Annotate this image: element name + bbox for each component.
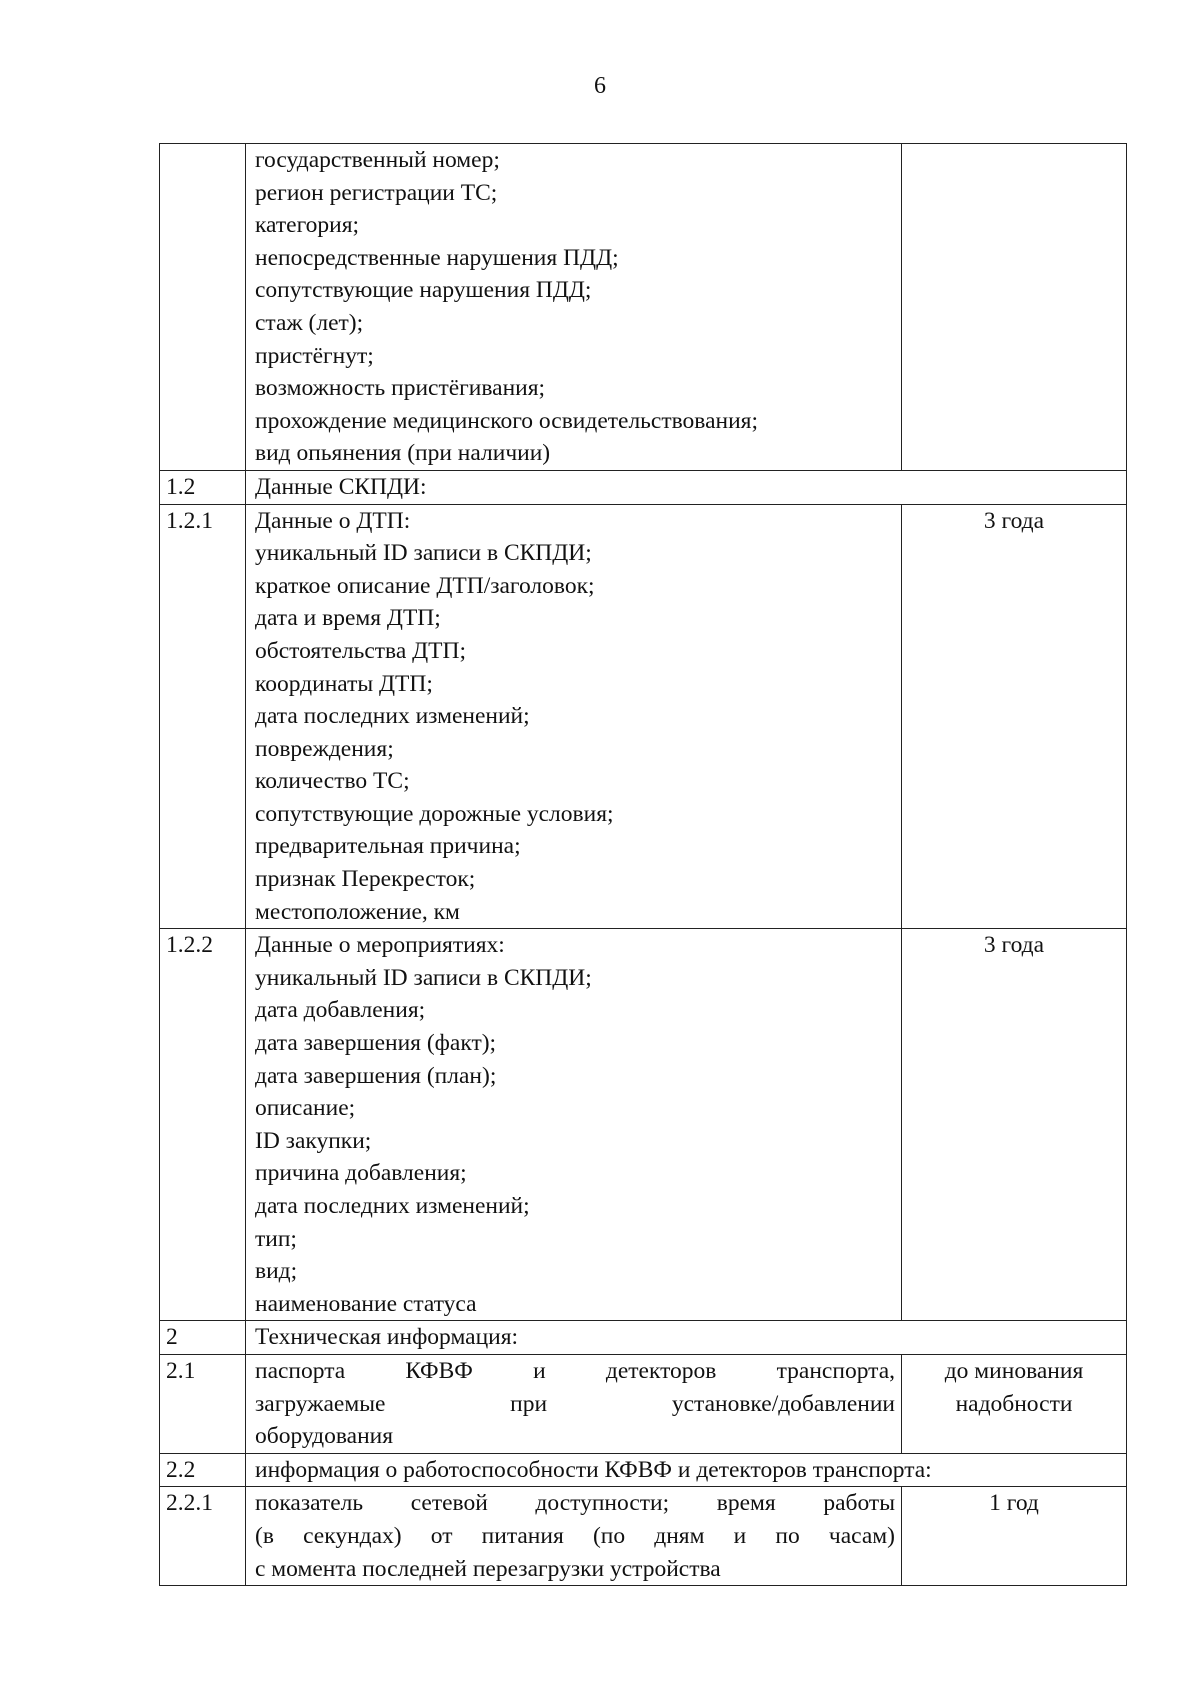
list-item: оборудования xyxy=(255,1423,394,1450)
list-item: сопутствующие нарушения ПДД; xyxy=(255,277,592,304)
table-row xyxy=(160,144,1127,471)
list-item: признак Перекресток; xyxy=(255,866,476,893)
list-item: повреждения; xyxy=(255,735,394,762)
table-row xyxy=(160,1487,1127,1586)
list-item: координаты ДТП; xyxy=(255,670,433,697)
list-item: регион регистрации ТС; xyxy=(255,179,498,206)
row-description xyxy=(246,504,902,929)
list-item: обстоятельства ДТП; xyxy=(255,637,467,664)
list-item: загружаемые при установке/добавлении xyxy=(255,1390,895,1417)
data-retention-table xyxy=(159,143,1127,1586)
section-heading: Данные СКПДИ: xyxy=(246,470,1127,504)
row-number xyxy=(160,144,246,471)
row-description xyxy=(246,1487,902,1586)
list-item: дата последних изменений; xyxy=(255,703,530,730)
list-item: непосредственные нарушения ПДД; xyxy=(255,244,619,271)
list-item: причина добавления; xyxy=(255,1160,467,1187)
list-item: дата и время ДТП; xyxy=(255,605,441,632)
list-item: государственный номер; xyxy=(255,147,500,173)
list-item: паспорта КФВФ и детекторов транспорта, xyxy=(255,1357,895,1384)
row-number: 2.1 xyxy=(160,1354,246,1453)
row-number: 2 xyxy=(160,1321,246,1355)
list-item: дата завершения (план); xyxy=(255,1062,497,1089)
row-number: 2.2.1 xyxy=(160,1487,246,1586)
list-item: дата последних изменений; xyxy=(255,1193,530,1219)
section-heading: Техническая информация: xyxy=(246,1321,1127,1355)
list-item: сопутствующие дорожные условия; xyxy=(255,800,614,827)
list-item: прохождение медицинского освидетельствования; xyxy=(255,407,758,434)
list-item: Данные о ДТП: xyxy=(255,507,411,534)
list-item: категория; xyxy=(255,212,360,239)
list-item: пристёгнут; xyxy=(255,342,374,369)
row-description xyxy=(246,929,902,1321)
retention-period: 3 года xyxy=(902,929,1127,1321)
table-row xyxy=(160,1354,1127,1453)
retention-period-line: до минования xyxy=(944,1357,1084,1384)
list-item: предварительная причина; xyxy=(255,833,521,860)
list-item: показатель сетевой доступности; время работы xyxy=(255,1490,895,1517)
list-item: с момента последней перезагрузки устройства xyxy=(255,1555,721,1582)
table-row xyxy=(160,1321,1127,1355)
row-description xyxy=(246,1354,902,1453)
list-item: Данные о мероприятиях: xyxy=(255,932,505,959)
table-row xyxy=(160,504,1127,929)
row-number: 1.2 xyxy=(160,470,246,504)
list-item: описание; xyxy=(255,1095,356,1122)
retention-period: 3 года xyxy=(902,504,1127,929)
table-row xyxy=(160,929,1127,1321)
table-row xyxy=(160,1453,1127,1487)
list-item: уникальный ID записи в СКПДИ; xyxy=(255,964,592,991)
list-item: вид опьянения (при наличии) xyxy=(255,440,551,467)
list-item: количество ТС; xyxy=(255,768,410,795)
retention-period xyxy=(902,1354,1127,1453)
row-number: 1.2.2 xyxy=(160,929,246,1321)
table-row xyxy=(160,470,1127,504)
list-item: возможность пристёгивания; xyxy=(255,375,546,402)
section-heading: информация о работоспособности КФВФ и детекторов транспорта: xyxy=(246,1453,1127,1487)
row-description xyxy=(246,144,902,471)
list-item: уникальный ID записи в СКПДИ; xyxy=(255,540,592,567)
list-item: краткое описание ДТП/заголовок; xyxy=(255,572,595,599)
row-number: 2.2 xyxy=(160,1453,246,1487)
retention-period: 1 год xyxy=(902,1487,1127,1586)
retention-period xyxy=(902,144,1127,471)
page-number: 6 xyxy=(594,73,606,99)
list-item: тип; xyxy=(255,1225,297,1252)
list-item: ID закупки; xyxy=(255,1127,372,1154)
list-item: (в секундах) от питания (по дням и по часам) xyxy=(255,1522,895,1549)
list-item: дата завершения (факт); xyxy=(255,1030,497,1057)
list-item: местоположение, км xyxy=(255,898,460,925)
list-item: стаж (лет); xyxy=(255,309,364,336)
list-item: вид; xyxy=(255,1258,298,1285)
retention-period-line: надобности xyxy=(955,1390,1073,1417)
list-item: дата добавления; xyxy=(255,997,426,1024)
list-item: наименование статуса xyxy=(255,1290,477,1317)
row-number: 1.2.1 xyxy=(160,504,246,929)
